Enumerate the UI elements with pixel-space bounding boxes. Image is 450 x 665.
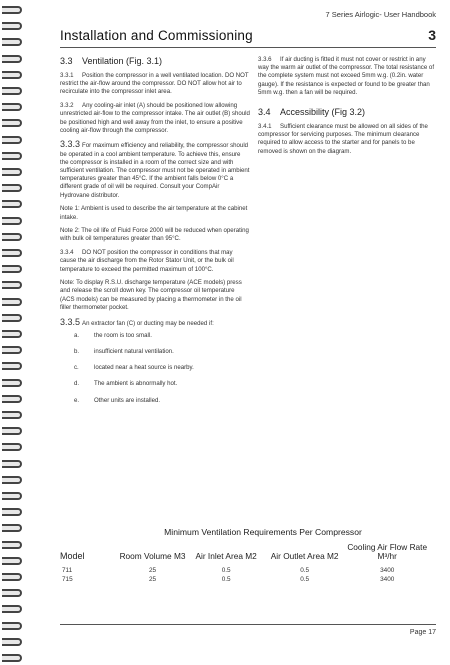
- binding-ring: [2, 346, 22, 354]
- note-2: Note 2: The oil life of Fluid Force 2000 will be reduced when operating with bulk oil temperatures greater than 95°C.: [60, 227, 249, 243]
- paragraph-3-3-3: 3.3.3 For maximum efficiency and reliability, the compressor should be operated in a cool ambient temperature. To achieve this, ensure the compressor is installed in a room of the correct size and with sufficient ventilation. The compressor must not be operated in ambient temperatures greater than 45°C. If the ambient falls below 0°C a different grade of oil will be required. Consult your CompAir Hydrovane distributor.: [60, 139, 250, 199]
- binding-ring: [2, 605, 22, 613]
- binding-ring: [2, 249, 22, 257]
- binding-ring: [2, 103, 22, 111]
- binding-ring: [2, 87, 22, 95]
- binding-ring: [2, 654, 22, 662]
- column-header: Air Inlet Area M2: [195, 550, 257, 561]
- binding-ring: [2, 476, 22, 484]
- heading-title: Ventilation (Fig. 3.1): [82, 56, 163, 66]
- binding-ring: [2, 6, 22, 14]
- running-title: 7 Series Airlogic- User Handbook: [325, 10, 436, 19]
- table-row: [60, 574, 430, 585]
- paragraph-3-3-1: 3.3.1 Position the compressor in a well ventilated location. DO NOT restrict the air-flow around the compressor. DO NOT allow hot air to recirculate into the compressor inlet area.: [60, 72, 249, 96]
- heading-title: Accessibility (Fig 3.2): [280, 107, 366, 118]
- ventilation-table: [60, 543, 430, 585]
- binding-ring: [2, 460, 22, 468]
- conditions-list: [60, 332, 250, 413]
- table-row: [60, 560, 430, 574]
- binding-ring: [2, 136, 22, 144]
- binding-ring: [2, 524, 22, 532]
- paragraph-3-3-5: 3.3.5 An extractor fan (C) or ducting may be needed if:: [60, 316, 214, 327]
- binding-ring: [2, 427, 22, 435]
- ventilation-table-section: [60, 527, 436, 585]
- section-heading-ventilation: [60, 56, 250, 67]
- table-cell: 0.5: [300, 575, 310, 583]
- table-cell: 711: [62, 567, 73, 575]
- binding-ring: [2, 298, 22, 306]
- binding-ring: [2, 443, 22, 451]
- column-header: Air Outlet Area M2: [270, 550, 339, 561]
- note-temperature: Note: To display R.S.U. discharge temperature (ACE models) press and release the scroll down key. The compressor oil temperature (ACS models) can be measured by placing a thermometer in the oil filler thermometer pocket.: [60, 279, 242, 311]
- binding-ring: [2, 362, 22, 370]
- paragraph-3-3-4: 3.3.4 DO NOT position the compressor in conditions that may cause the air discharge from the Rotor Stator Unit, or the bulk oil temperature to exceed the permitted maximum of 100°C.: [60, 249, 234, 273]
- list-item: a. the room is too small.: [74, 331, 152, 339]
- binding-ring: [2, 557, 22, 565]
- right-column: [258, 56, 436, 161]
- paragraph-3-4-1: 3.4.1 Sufficient clearance must be allowed on all sides of the compressor for servicing purposes. The minimum clearance required to allow access to the starter and for panels to be removed is shown on the diagram.: [258, 123, 428, 155]
- table-cell: 715: [62, 575, 73, 583]
- paragraph-3-3-6: 3.3.6 If air ducting is fitted it must not cover or restrict in any way the warm air outlet of the compressor. The total resistance of the complete system must not exceed 5mm w.g. (0.2in. water gauge). If the resistance is expected or found to be greater than 5mm w.g. then a fan will be required.: [258, 56, 435, 96]
- table-cell: 0.5: [300, 567, 310, 575]
- page-number: Page 17: [409, 629, 436, 636]
- binding-ring: [2, 38, 22, 46]
- binding-ring: [2, 589, 22, 597]
- list-item: d. The ambient is abnormally hot.: [74, 380, 178, 388]
- table-cell: 25: [148, 567, 157, 575]
- list-item: c. located near a heat source is nearby.: [74, 364, 194, 372]
- binding-ring: [2, 233, 22, 241]
- binding-ring: [2, 200, 22, 208]
- binding-ring: [2, 184, 22, 192]
- spiral-binding: [0, 0, 26, 665]
- binding-ring: [2, 379, 22, 387]
- binding-ring: [2, 71, 22, 79]
- binding-ring: [2, 168, 22, 176]
- paragraph-3-3-2: 3.3.2 Any cooling-air inlet (A) should be positioned low allowing unrestricted air-flow to the compressor intake. The air outlet (B) should be positioned high and well away from the inlet, to ensure a positive cooling air-flow through the compressor.: [60, 102, 250, 134]
- binding-ring: [2, 281, 22, 289]
- binding-ring: [2, 265, 22, 273]
- list-item: e. Other units are installed.: [74, 396, 161, 404]
- binding-ring: [2, 622, 22, 630]
- table-cell: 0.5: [221, 567, 231, 575]
- header-rule: [60, 47, 436, 48]
- binding-ring: [2, 22, 22, 30]
- binding-ring: [2, 152, 22, 160]
- binding-ring: [2, 411, 22, 419]
- binding-ring: [2, 314, 22, 322]
- table-header-row: [60, 543, 430, 560]
- binding-ring: [2, 492, 22, 500]
- binding-ring: [2, 573, 22, 581]
- table-title: Minimum Ventilation Requirements Per Compressor: [164, 527, 362, 537]
- binding-ring: [2, 508, 22, 516]
- column-header: Room Volume M3: [119, 550, 186, 561]
- heading-number: 3.3: [60, 56, 73, 66]
- binding-ring: [2, 330, 22, 338]
- section-heading-accessibility: [258, 107, 436, 118]
- binding-ring: [2, 119, 22, 127]
- list-item: b. insufficient natural ventilation.: [74, 347, 174, 355]
- section-title: Installation and Commissioning: [60, 28, 253, 43]
- page-header: [60, 10, 436, 50]
- binding-ring: [2, 638, 22, 646]
- footer-rule: [60, 624, 436, 625]
- table-cell: 25: [148, 575, 157, 583]
- table-cell: 3400: [380, 567, 395, 575]
- heading-number: 3.4: [258, 107, 271, 118]
- table-cell: 3400: [380, 575, 395, 583]
- binding-ring: [2, 217, 22, 225]
- left-column: [60, 56, 250, 413]
- column-header: Model: [60, 550, 85, 561]
- note-1: Note 1: Ambient is used to describe the air temperature at the cabinet intake.: [60, 205, 248, 221]
- binding-ring: [2, 395, 22, 403]
- column-header: Cooling Air Flow Rate M³/hr: [347, 542, 428, 561]
- binding-ring: [2, 55, 22, 63]
- table-cell: 0.5: [221, 575, 231, 583]
- chapter-number: 3: [428, 27, 436, 43]
- binding-ring: [2, 541, 22, 549]
